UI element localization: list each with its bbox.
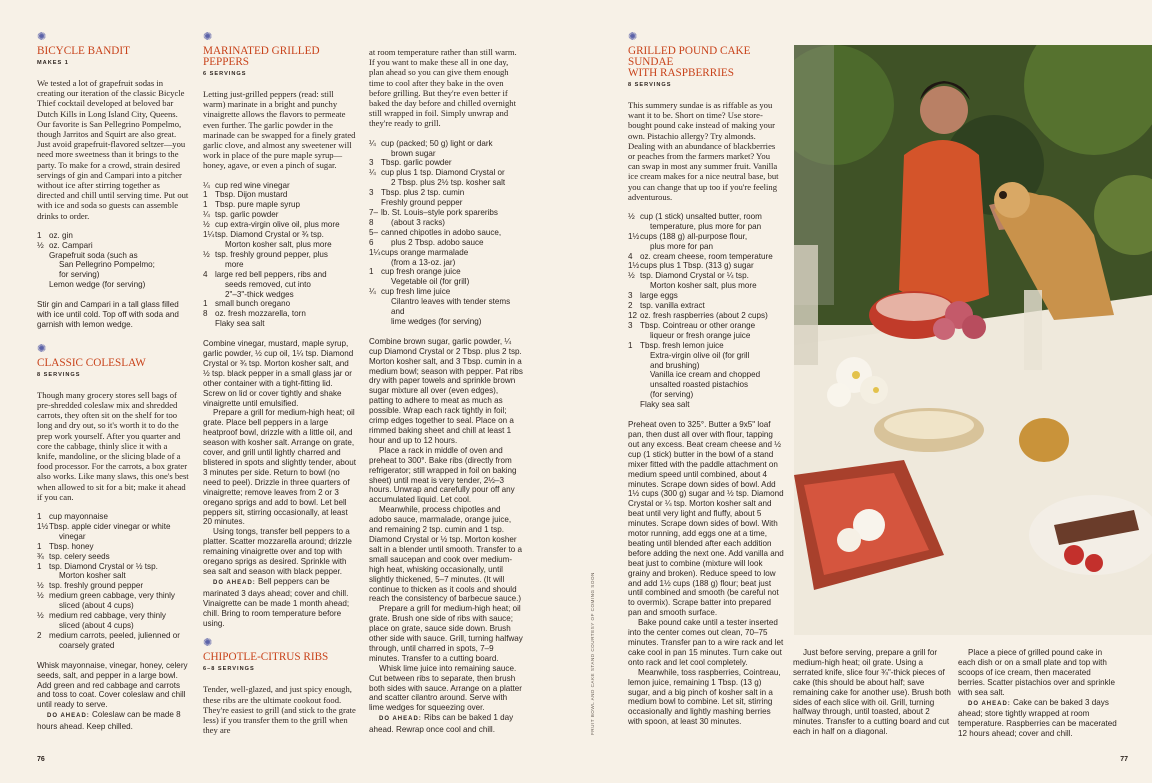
ingredient-text xyxy=(640,301,784,311)
ingredient-quantity: 1¼ xyxy=(203,230,215,240)
ingredient-continuation: Morton kosher salt, plus more xyxy=(225,239,332,249)
ingredient-continuation: coarsely grated xyxy=(59,640,115,650)
ingredient-item xyxy=(37,280,189,290)
ingredient-quantity: ½ xyxy=(628,271,635,281)
ingredient-item xyxy=(628,212,784,232)
ingredient-text xyxy=(49,591,189,611)
ingredient-main: Tbsp. pure maple syrup xyxy=(215,200,301,210)
ingredient-quantity: ¼ xyxy=(369,287,376,297)
ingredient-text xyxy=(381,188,523,198)
ingredient-continuation: vinegar xyxy=(59,531,86,541)
ingredient-main: tsp. garlic powder xyxy=(215,210,279,220)
recipe-intro: We tested a lot of grapefruit sodas in creating our iteration of the classic Bicycle Thief cocktail developed at beloved bar Dutch Kills in Long Island City, Queens. Our favorite is San Pellegrino Pompelmo, though Jarritos and Squirt are also great. Just avoid grapefruit-flavored seltzer—you need more sweetness than it brings to the party. To make for a crowd, strain desired servings of gin and Campari into a pitcher without ice after stirring together as directed and chill until serving time. Put out with ice and soda so guests can assemble drinks to order. xyxy=(37,77,189,221)
ingredient-continuation: 2"–3"-thick wedges xyxy=(225,289,294,299)
column-5 xyxy=(793,648,951,747)
ingredient-quantity: 7–8 xyxy=(369,207,379,227)
ingredient-main: Tbsp. fresh lemon juice xyxy=(640,340,724,350)
ingredient-main: cup red wine vinegar xyxy=(215,180,290,190)
method-paragraph: Prepare a grill for medium-high heat; oil grate. Brush one side of ribs with sauce; place on grate, sauce side down. Brush other side with sauce. Grill, turning halfway through, until charred in spots, 7–9 minutes. Transfer to a cutting board. xyxy=(369,604,523,663)
ingredient-continuation: Vegetable oil (for grill) xyxy=(391,277,470,287)
ingredient-text xyxy=(381,228,523,248)
ingredient-quantity: 3 xyxy=(628,291,633,301)
ingredient-continuation: (from a 13-oz. jar) xyxy=(391,257,456,267)
recipe-title-line: WITH RASPBERRIES xyxy=(628,67,734,79)
ingredient-continuation: San Pellegrino Pompelmo; xyxy=(59,260,155,270)
ingredient-text: Freshly ground pepper xyxy=(381,198,463,208)
ingredient-text xyxy=(215,220,357,230)
method-paragraph: Place a rack in middle of oven and preheat to 300°. Bake ribs (directly from refrigerator; still wrapped in foil on baking sheet) until meat is very tender, 2½–3 hours. Unwrap and carefully pour off any accumulated liquid. Let cool. xyxy=(369,445,517,505)
ingredient-continuation: sliced (about 4 cups) xyxy=(59,601,134,611)
ingredient-list xyxy=(203,181,357,330)
do-ahead-label: DO AHEAD: xyxy=(379,716,422,723)
ingredient-quantity: 5–6 xyxy=(369,227,379,247)
ingredient-main: Tbsp. Dijon mustard xyxy=(215,190,288,200)
ingredient-text xyxy=(215,190,357,200)
ingredient-main: canned chipotles in adobo sauce, xyxy=(381,227,502,237)
column-2 xyxy=(203,32,357,745)
ingredient-main: Tbsp. Cointreau or other orange xyxy=(640,320,756,330)
ingredient-item xyxy=(203,210,357,220)
ingredient-quantity: 1½ xyxy=(628,231,640,241)
ingredient-text xyxy=(215,250,357,270)
ingredient-text xyxy=(640,261,784,271)
ingredient-main: Tbsp. garlic powder xyxy=(381,158,452,168)
do-ahead-text: Cake can be baked 3 days ahead; store tightly wrapped at room temperature. Raspberries can be macerated 12 hours ahead; cover and chill. xyxy=(958,697,1117,739)
ingredient-continuation: plus 2 Tbsp. adobo sauce xyxy=(391,237,484,247)
ingredient-item xyxy=(369,158,523,168)
ingredient-item xyxy=(369,188,523,198)
ingredient-main: large red bell peppers, ribs and xyxy=(215,269,327,279)
ingredient-quantity: 1½ xyxy=(37,521,49,531)
ingredient-item xyxy=(203,230,357,250)
recipe-title: CLASSIC COLESLAW xyxy=(37,356,146,369)
ingredient-main: Tbsp. honey xyxy=(49,541,94,551)
do-ahead-text: Bell peppers can be marinated 3 days ahead; cover and chill. Vinaigrette can be made 1 month ahead; chill. Bring to room temperature before using. xyxy=(203,576,350,628)
ingredient-main: Tbsp. plus 2 tsp. cumin xyxy=(381,188,465,198)
ingredient-text xyxy=(49,522,189,542)
ingredient-text xyxy=(381,287,523,327)
ingredient-quantity: 1 xyxy=(203,190,208,200)
ingredient-continuation: Morton kosher salt xyxy=(59,571,126,581)
ingredient-item xyxy=(37,251,189,281)
method-paragraph: Combine vinegar, mustard, maple syrup, garlic powder, ½ cup oil, 1¼ tsp. Diamond Crystal or ¾ tsp. Morton kosher salt, and ½ tsp. black pepper in a small glass jar or other container with a tight-fitting lid. Screw on lid or cover tightly and shake vinaigrette until emulsified. xyxy=(203,339,354,408)
ingredient-quantity: 4 xyxy=(203,269,208,279)
ingredient-quantity: 1½ xyxy=(628,261,640,271)
ingredient-continuation: Morton kosher salt, plus more xyxy=(650,281,757,291)
recipe-title: MARINATED GRILLED PEPPERS xyxy=(203,45,320,68)
ingredient-text xyxy=(640,311,784,321)
ingredient-quantity: 3 xyxy=(369,158,374,168)
ingredient-text xyxy=(640,400,784,410)
method-paragraph: Prepare a grill for medium-high heat; oil grate. Place bell peppers in a large heatproof bowl, drizzle with a little oil, and season with kosher salt. Arrange on grate, cover, and grill until lightly charred and blistered in spots and slightly tender, about 3 minutes per side. Return to bowl (no need to peel). Drizzle in three quarters of vinaigrette; remove leaves from 2 or 3 oregano sprigs and add to bowl. Let bell peppers sit, stirring occasionally, at least 20 minutes. xyxy=(203,408,356,527)
ingredient-main: cup extra-virgin olive oil, plus more xyxy=(215,220,340,230)
ingredient-main: oz. Campari xyxy=(49,240,93,250)
ingredient-list xyxy=(369,139,523,327)
ingredient-item xyxy=(369,267,523,287)
ingredient-item xyxy=(203,220,357,230)
ingredient-text xyxy=(49,231,189,241)
recipe-yield: 6 SERVINGS xyxy=(203,71,247,77)
ingredient-text xyxy=(215,230,357,250)
ingredient-main: cup fresh orange juice xyxy=(381,267,461,277)
recipe-title: BICYCLE BANDIT xyxy=(37,45,130,57)
ingredient-continuation: plus more for pan xyxy=(650,241,713,251)
ingredient-quantity: 1¼ xyxy=(369,247,381,257)
ingredient-continuation: lime wedges (for serving) xyxy=(391,316,482,326)
recipe-yield: MAKES 1 xyxy=(37,60,69,66)
ingredient-continuation: liqueur or fresh orange juice xyxy=(650,330,751,340)
method-paragraph: Bake pound cake until a tester inserted into the center comes out clean, 70–75 minutes. Transfer pan to a wire rack and let cake cool in pan 15 minutes. Turn cake out onto rack and let cool completely. xyxy=(628,618,784,667)
ingredient-quantity: 1 xyxy=(369,267,374,277)
ingredient-quantity: 1 xyxy=(628,340,633,350)
ingredient-main: cup mayonnaise xyxy=(49,512,108,522)
page-number-left: 76 xyxy=(37,756,45,763)
ingredient-main: tsp. Diamond Crystal or ¾ tsp. xyxy=(215,230,324,240)
ingredient-main: medium green cabbage, very thinly xyxy=(49,591,175,601)
recipe-method xyxy=(37,661,189,732)
recipe-title: CHIPOTLE-CITRUS RIBS xyxy=(203,651,329,664)
ingredient-text xyxy=(49,552,189,562)
ingredient-item xyxy=(37,231,189,241)
ingredient-item xyxy=(37,581,189,591)
column-3 xyxy=(369,47,523,745)
do-ahead-label: DO AHEAD: xyxy=(47,713,90,720)
method-paragraph: Place a piece of grilled pound cake in each dish or on a small plate and top with scoops of ice cream, then macerated berries. Scatter pistachios over and sprinkle with sea salt. xyxy=(958,648,1116,697)
ingredient-item xyxy=(37,611,189,631)
ingredient-item xyxy=(369,139,523,159)
page-number-right: 77 xyxy=(1120,756,1128,763)
ingredient-text xyxy=(49,512,189,522)
ingredient-quantity: 1 xyxy=(37,541,42,551)
ingredient-quantity xyxy=(369,198,381,208)
recipe-method xyxy=(793,648,951,737)
ingredient-item xyxy=(203,319,357,329)
ingredient-main: lb. St. Louis–style pork spareribs xyxy=(381,207,498,217)
ingredient-item xyxy=(203,190,357,200)
star-icon: ✺ xyxy=(628,31,638,43)
star-icon: ✺ xyxy=(203,31,213,43)
ingredient-quantity: ½ xyxy=(628,211,635,221)
ingredient-text xyxy=(49,280,189,290)
ingredient-continuation: Vanilla ice cream and chopped xyxy=(650,370,761,380)
ingredient-text xyxy=(49,581,189,591)
ingredient-text xyxy=(215,319,357,329)
ingredient-main: cups plus 1 Tbsp. (313 g) sugar xyxy=(640,261,754,271)
star-icon: ✺ xyxy=(37,342,47,355)
ingredient-quantity: ½ xyxy=(37,581,44,591)
ingredient-item xyxy=(369,287,523,327)
ingredient-main: tsp. Diamond Crystal or ½ tsp. xyxy=(49,561,158,571)
ingredient-quantity: 2 xyxy=(628,301,633,311)
recipe-method xyxy=(958,648,1118,739)
ingredient-text xyxy=(49,241,189,251)
ingredient-continuation: 2 Tbsp. plus 2½ tsp. kosher salt xyxy=(391,178,506,188)
ingredient-quantity xyxy=(37,251,49,281)
recipe-method xyxy=(37,300,189,330)
ingredient-text xyxy=(381,139,523,159)
ingredient-quantity: 3 xyxy=(628,320,633,330)
ingredient-text xyxy=(381,208,523,228)
ingredient-continuation: temperature, plus more for pan xyxy=(650,221,762,231)
ingredient-item xyxy=(628,232,784,252)
ingredient-quantity xyxy=(37,280,49,290)
ingredient-item xyxy=(369,228,523,248)
ingredient-quantity: ½ xyxy=(37,611,44,621)
ingredient-text xyxy=(215,270,357,300)
ingredient-main: large eggs xyxy=(640,291,678,301)
method-paragraph: Just before serving, prepare a grill for medium-high heat; oil grate. Using a serrated knife, slice four ¾"-thick pieces of cake (this should be about half; save remaining cake for another use). Brush both sides of each slice with oil. Grill, turning halfway through, until toasted, about 2 minutes. Transfer to a cutting board and cut each in half on a diagonal. xyxy=(793,648,951,737)
photo-credit: FRUIT BOWL AND CAKE STAND COURTESY OF COMING SOON xyxy=(590,572,595,735)
ingredient-main: Flaky sea salt xyxy=(640,400,690,410)
column-1 xyxy=(37,32,189,742)
ingredient-text xyxy=(381,248,523,268)
column-4 xyxy=(628,32,784,737)
ingredient-main: cups orange marmalade xyxy=(381,247,469,257)
ingredient-continuation: and brushing) xyxy=(650,360,700,370)
recipe-intro: Though many grocery stores sell bags of pre-shredded coleslaw mix and shredded carrots, they often sit on the shelf for too long and dry out, so it's worth it to do the prep work yourself. After you quarter and core the cabbage, thinly slice it with a knife, mandoline, or the slicing blade of a food processor. For the carrots, a box grater also works. Like many slaws, this one's best when allowed to sit for a bit; make it ahead if you can. xyxy=(37,389,189,502)
ingredient-text xyxy=(215,210,357,220)
recipe-intro: This summery sundae is as riffable as you want it to be. Short on time? Use store-bought pound cake instead of making your own. Pistachio allergy? Try almonds. Dealing with an abundance of blackberries or peaches from the farmers market? You can swap in most any summer fruit. Vanilla ice cream makes for a nice neutral base, but you can change that up too if you're feeling adventurous. xyxy=(628,99,779,202)
ingredient-quantity: ¼ xyxy=(369,138,376,148)
ingredient-main: cups (188 g) all-purpose flour, xyxy=(640,231,748,241)
ingredient-main: tsp. vanilla extract xyxy=(640,301,705,311)
ingredient-main: oz. gin xyxy=(49,230,73,240)
ingredient-main: tsp. freshly ground pepper xyxy=(49,581,144,591)
ingredient-list xyxy=(37,512,189,651)
method-paragraph: Stir gin and Campari in a tall glass filled with ice until cold. Top off with soda and garnish with lemon wedge. xyxy=(37,300,179,329)
ingredient-item xyxy=(37,631,189,651)
method-paragraph: Preheat oven to 325°. Butter a 9x5" loaf pan, then dust all over with flour, tapping out any excess. Beat cream cheese and ½ cup (1 stick) butter in the bowl of a stand mixer fitted with the paddle attachment on medium speed until combined, about 4 minutes. Scrape down sides of bowl. Add 1½ cups (300 g) sugar and ½ tsp. Diamond Crystal or ¼ tsp. Morton kosher salt and beat until very light and fluffy, about 5 minutes. Scrape down sides of bowl. With motor running, add eggs one at a time, beating until blended after each addition before adding the next one. Add vanilla and beat just to combine (mixture will look grainy and broken). Reduce speed to low and add 1½ cups (188 g) flour; beat just until combined and smooth (be careful not to overmix). Scrape batter into prepared pan and smooth surface. xyxy=(628,420,784,618)
ingredient-quantity: 8 xyxy=(203,309,208,319)
ingredient-text xyxy=(381,158,523,168)
ingredient-item xyxy=(37,562,189,582)
ingredient-text xyxy=(640,321,784,341)
method-paragraph: Whisk lime juice into remaining sauce. Cut between ribs to separate, then brush both sides with sauce. Arrange on a platter and scatter cilantro around. Serve with lime wedges for squeezing over. xyxy=(369,663,522,713)
photo-illustration xyxy=(794,45,1152,635)
recipe-method xyxy=(369,337,523,735)
ingredient-main: oz. cream cheese, room temperature xyxy=(640,251,773,261)
ingredient-item xyxy=(369,198,523,208)
ingredient-text xyxy=(640,271,784,291)
ingredient-item xyxy=(628,321,784,341)
ingredient-main: tsp. freshly ground pepper, plus xyxy=(215,249,328,259)
ingredient-main: oz. fresh raspberries (about 2 cups) xyxy=(640,311,768,320)
ingredient-text xyxy=(49,562,189,582)
ingredient-quantity: 1 xyxy=(203,200,208,210)
ingredient-item xyxy=(37,512,189,522)
ingredient-main: Lemon wedge (for serving) xyxy=(49,280,146,290)
ingredient-text xyxy=(640,291,784,301)
ingredient-continuation: more xyxy=(225,259,244,269)
recipe-intro: Letting just-grilled peppers (read: still warm) marinate in a bright and punchy vinaigrette allows the flavors to permeate even further. The garlic powder in the marinade can be swapped for a finely grated garlic clove, and almost any sweetener will work in place of the pure maple syrup—honey, agave, or even a pinch of sugar. xyxy=(203,88,356,171)
ingredient-quantity: ½ xyxy=(37,591,44,601)
ingredient-main: Flaky sea salt xyxy=(215,319,265,329)
ingredient-item xyxy=(37,542,189,552)
recipe-method xyxy=(203,339,357,628)
ingredient-item xyxy=(37,552,189,562)
recipe-yield: 8 SERVINGS xyxy=(628,82,672,88)
recipe-intro-continued: at room temperature rather than still warm. If you want to make these all in one day, plan ahead so you can give them enough time to cool after they bake in the oven before grilling. But they're even better if baked the day before and chilled overnight still wrapped in foil. Simply unwrap and they're ready to grill. xyxy=(369,47,517,129)
ingredient-continuation: (about 3 racks) xyxy=(391,217,445,227)
recipe-title-line: GRILLED POUND CAKE SUNDAE xyxy=(628,45,751,68)
ingredient-item xyxy=(628,400,784,410)
ingredient-quantity xyxy=(203,319,215,329)
do-ahead-label: DO AHEAD: xyxy=(213,579,256,586)
ingredient-item xyxy=(203,250,357,270)
do-ahead-note xyxy=(369,713,523,735)
ingredient-quantity: ¼ xyxy=(203,210,210,220)
star-icon: ✺ xyxy=(203,637,213,650)
ingredient-quantity: ¼ xyxy=(369,168,376,178)
ingredient-main: medium carrots, peeled, julienned or xyxy=(49,630,180,640)
method-paragraph: Whisk mayonnaise, vinegar, honey, celery seeds, salt, and pepper in a large bowl. Add green and red cabbage and carrots and toss to coat. Cover coleslaw and chill until ready to serve. xyxy=(37,660,188,710)
ingredient-text xyxy=(640,212,784,232)
ingredient-quantity: 1 xyxy=(203,299,208,309)
ingredient-item xyxy=(628,252,784,262)
method-paragraph: Using tongs, transfer bell peppers to a platter. Scatter mozzarella around; drizzle remaining vinaigrette over and top with oregano sprigs as desired. Sprinkle with sea salt and season with black pepper. xyxy=(203,527,352,576)
ingredient-main: Tbsp. apple cider vinegar or white xyxy=(49,521,171,531)
star-icon: ✺ xyxy=(37,31,47,43)
ingredient-quantity: ½ xyxy=(37,240,44,250)
column-6 xyxy=(958,648,1118,749)
ingredient-text xyxy=(215,309,357,319)
cookout-photo xyxy=(794,45,1152,635)
ingredient-text xyxy=(215,200,357,210)
ingredient-quantity: 2 xyxy=(37,630,42,640)
do-ahead-label: DO AHEAD: xyxy=(968,700,1011,707)
recipe-title xyxy=(628,46,784,79)
ingredient-continuation: Extra-virgin olive oil (for grill xyxy=(650,350,750,360)
ingredient-text xyxy=(640,252,784,262)
recipe-intro: Tender, well-glazed, and just spicy enough, these ribs are the ultimate cookout food. They're easiest to grill (and stick to the grate less) if you transfer them to the grill when they are xyxy=(203,684,356,736)
recipe-yield: 6–8 SERVINGS xyxy=(203,666,255,673)
ingredient-quantity: 12 xyxy=(628,311,638,320)
ingredient-item xyxy=(203,181,357,191)
ingredient-continuation: for serving) xyxy=(59,270,100,280)
ingredient-item xyxy=(628,311,784,321)
ingredient-item xyxy=(369,208,523,228)
ingredient-item xyxy=(369,248,523,268)
do-ahead-note xyxy=(958,698,1118,740)
ingredient-item xyxy=(628,301,784,311)
ingredient-text xyxy=(49,611,189,631)
method-paragraphs xyxy=(203,339,357,577)
do-ahead-note xyxy=(203,577,357,629)
ingredient-quantity: 4 xyxy=(628,251,633,261)
ingredient-item xyxy=(203,309,357,319)
ingredient-quantity: 3 xyxy=(369,188,374,198)
ingredient-item xyxy=(37,522,189,542)
ingredient-item xyxy=(628,341,784,400)
ingredient-quantity: ¾ xyxy=(37,551,44,561)
ingredient-quantity: 1 xyxy=(37,230,42,240)
ingredient-item xyxy=(203,299,357,309)
ingredient-text xyxy=(381,267,523,287)
ingredient-text xyxy=(215,299,357,309)
ingredient-main: small bunch oregano xyxy=(215,299,291,309)
ingredient-quantity: ¼ xyxy=(203,180,210,190)
method-paragraph: Meanwhile, process chipotles and adobo sauce, marmalade, orange juice, and remaining 2 tsp. cumin and 1 tsp. Diamond Crystal or ½ tsp. Morton kosher salt in a blender until smooth. Transfer to a small saucepan and cook over medium-high heat, whisking occasionally, until slightly thickened, 5–7 minutes. (It will continue to thicken as it cools and should reach the consistency of barbecue sauce.) xyxy=(369,505,522,604)
ingredient-main: cup plus 1 tsp. Diamond Crystal or xyxy=(381,168,505,178)
ingredient-main: medium red cabbage, very thinly xyxy=(49,611,166,621)
ingredient-list xyxy=(37,231,189,290)
ingredient-continuation: unsalted roasted pistachios xyxy=(650,380,749,390)
ingredient-continuation: seeds removed, cut into xyxy=(225,279,311,289)
ingredient-item xyxy=(628,271,784,291)
ingredient-main: oz. fresh mozzarella, torn xyxy=(215,309,306,319)
ingredient-item xyxy=(37,241,189,251)
ingredient-quantity xyxy=(628,400,640,410)
ingredient-main: cup (1 stick) unsalted butter, room xyxy=(640,211,762,221)
ingredient-main: cup (packed; 50 g) light or dark xyxy=(381,138,493,148)
ingredient-item xyxy=(369,168,523,188)
method-paragraph: Meanwhile, toss raspberries, Cointreau, lemon juice, remaining 1 Tbsp. (13 g) sugar, and a big pinch of kosher salt in a medium bowl to combine. Let sit, stirring occasionally and lightly mashing berries with spoon, at least 30 minutes. xyxy=(628,667,781,727)
ingredient-text xyxy=(381,168,523,188)
ingredient-text xyxy=(49,251,189,281)
method-paragraphs xyxy=(369,337,523,713)
ingredient-main: cup fresh lime juice xyxy=(381,287,451,297)
ingredient-continuation: brown sugar xyxy=(391,148,436,158)
ingredient-item xyxy=(628,291,784,301)
ingredient-main: Grapefruit soda (such as xyxy=(49,250,138,260)
ingredient-continuation: Cilantro leaves with tender stems and xyxy=(391,297,511,317)
ingredient-quantity: 1 xyxy=(37,512,42,522)
ingredient-item xyxy=(37,591,189,611)
ingredient-item xyxy=(203,200,357,210)
do-ahead-text: Ribs can be baked 1 day ahead. Rewrap once cool and chill. xyxy=(369,713,514,735)
ingredient-text xyxy=(640,232,784,252)
ingredient-text xyxy=(640,341,784,400)
recipe-yield: 8 SERVINGS xyxy=(37,371,81,378)
ingredient-text xyxy=(215,181,357,191)
do-ahead-note xyxy=(37,710,189,732)
ingredient-quantity: ½ xyxy=(203,249,210,259)
ingredient-continuation: sliced (about 4 cups) xyxy=(59,621,134,631)
do-ahead-text: Coleslaw can be made 8 hours ahead. Keep chilled. xyxy=(37,710,181,732)
ingredient-item xyxy=(628,261,784,271)
ingredient-quantity: 1 xyxy=(37,561,42,571)
ingredient-quantity: ½ xyxy=(203,220,210,230)
ingredient-item xyxy=(203,270,357,300)
ingredient-main: tsp. Diamond Crystal or ¼ tsp. xyxy=(640,271,749,281)
ingredient-list xyxy=(628,212,784,410)
ingredient-text xyxy=(49,631,189,651)
method-paragraph: Combine brown sugar, garlic powder, ¼ cup Diamond Crystal or 2 Tbsp. plus 2 tsp. Morton kosher salt, and 3 Tbsp. cumin in a medium bowl; season with pepper. Pat ribs dry with paper towels and sprinkle brown sugar mixture all over (even edges), patting to adhere to meat as much as possible. Wrap each rack tightly in foil; crimp edges together to seal. Place on a rimmed baking sheet and chill at least 1 hour and up to 12 hours. xyxy=(369,336,523,445)
ingredient-text xyxy=(49,542,189,552)
recipe-method xyxy=(628,420,784,727)
ingredient-continuation: (for serving) xyxy=(650,390,694,400)
ingredient-main: tsp. celery seeds xyxy=(49,551,110,561)
